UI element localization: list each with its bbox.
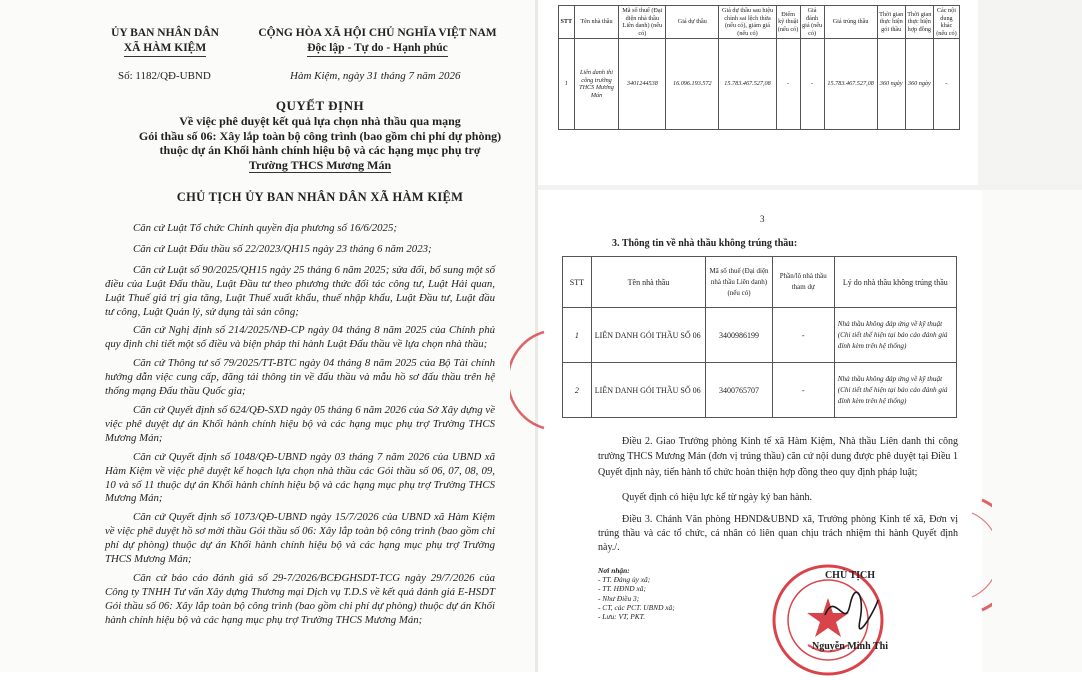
table-cell: LIÊN DANH GÓI THẦU SỐ 06 <box>591 363 706 418</box>
loser-table <box>562 256 957 418</box>
table-cell: - <box>800 39 824 130</box>
legal-basis: Căn cứ Luật Tổ chức Chính quyền địa phương số 16/6/2025; <box>133 222 397 234</box>
nation-motto: Độc lập - Tự do - Hạnh phúc <box>307 41 448 57</box>
table-cell: 1 <box>559 39 575 130</box>
background-fill <box>978 0 1082 185</box>
recipient-item: - TT. HĐND xã; <box>598 584 646 594</box>
table-header-cell: Tên nhà thầu <box>591 257 706 308</box>
recipient-item: - Như Điều 3; <box>598 593 640 603</box>
document-date: Hàm Kiệm, ngày 31 tháng 7 năm 2026 <box>290 70 461 82</box>
document-title: QUYẾT ĐỊNH <box>275 98 365 113</box>
article-2 <box>598 434 958 480</box>
table-header-cell: Lý do nhà thầu không trúng thầu <box>834 257 956 308</box>
article-3-text: Điều 3. Chánh Văn phòng HĐND&UBND xã, Trưởng phòng Kinh tế xã, Đơn vị trúng thầu và các tổ chức, cá nhân có liên quan chịu trách nhiệm thi hành Quyết định này./. <box>598 514 958 553</box>
legal-basis: Căn cứ Quyết định số 1048/QĐ-UBND ngày 03 tháng 7 năm 2026 của UBND xã Hàm Kiệm về việc phê duyệt kế hoạch lựa chọn nhà thầu các Gói thầu số 06, 07, 08, 09, 10 và số 11 thuộc dự án Khối hành chính hiệu bộ và các hạng mục phụ trợ Trường THCS Mương Mán; <box>105 450 495 505</box>
seal-edge-left <box>510 330 550 430</box>
winner-table <box>558 5 960 130</box>
table-cell: 3400986199 <box>706 308 772 363</box>
page-number: 3 <box>760 214 765 224</box>
table-row <box>563 363 957 418</box>
table-cell: 15.783.467.527,08 <box>824 39 877 130</box>
table-header-cell: Mã số thuế (Đại diện nhà thầu Liên danh) (nếu có) <box>619 6 666 39</box>
table-cell: Nhà thầu không đáp ứng về kỹ thuật (Chi tiết thể hiện tại báo cáo đánh giá đính kèm trên hệ thống) <box>834 308 956 363</box>
recipients-title: Nơi nhận: <box>598 566 630 575</box>
org-line-2: XÃ HÀM KIỆM <box>124 41 206 57</box>
signer-title: CHỦ TỊCH <box>824 570 876 581</box>
issuing-authority <box>95 26 235 57</box>
table-header-cell: Mã số thuế (Đại diện nhà thầu Liên danh) (nếu có) <box>706 257 772 308</box>
table-cell: 3401244538 <box>619 39 666 130</box>
legal-basis: Căn cứ Nghị định số 214/2025/NĐ-CP ngày 04 tháng 8 năm 2025 của Chính phủ quy định chi tiết một số điều và biện pháp thi hành Luật Đấu thầu về lựa chọn nhà thầu; <box>105 324 495 351</box>
legal-bases <box>105 222 495 633</box>
signer-name: Nguyễn Minh Thi <box>812 641 888 652</box>
recipient-item: - CT, các PCT. UBND xã; <box>598 602 675 612</box>
subject-line: Về việc phê duyệt kết quả lựa chọn nhà thầu qua mạng <box>179 114 461 128</box>
document-number: Số: 1182/QĐ-UBND <box>118 70 211 82</box>
legal-basis: Căn cứ Luật Đấu thầu số 22/2023/QH15 ngày 23 tháng 6 năm 2023; <box>133 242 432 255</box>
table-header-cell: STT <box>559 6 575 39</box>
table-cell: 3400765707 <box>706 363 772 418</box>
document-subject <box>110 114 530 173</box>
recipient-item: - TT. Đảng ủy xã; <box>598 575 651 585</box>
subject-line: thuộc dự án Khối hành chính hiệu bộ và các hạng mục phụ trợ <box>159 143 481 157</box>
table-header-row <box>559 6 960 39</box>
table-header-cell: Phần/lô nhà thầu tham dự <box>772 257 834 308</box>
legal-basis: Căn cứ Quyết định số 624/QĐ-SXD ngày 05 tháng 6 năm 2026 của Sở Xây dựng về việc phê duyệt dự án Khối hành chính hiệu bộ và các hạng mục phụ trợ Trường THCS Mương Mán; <box>105 403 495 444</box>
table-cell: - <box>772 308 834 363</box>
table-cell: Nhà thầu không đáp ứng về kỹ thuật (Chi tiết thể hiện tại báo cáo đánh giá đính kèm trên hệ thống) <box>834 363 956 418</box>
table-header-cell: Điểm kỹ thuật (nếu có) <box>776 6 800 39</box>
table-header-cell: Giá dự thầu <box>666 6 719 39</box>
effective-clause: Quyết định có hiệu lực kể từ ngày ký ban hành. <box>622 492 812 503</box>
table-cell: 360 ngày <box>877 39 905 130</box>
table-header-cell: Giá đánh giá (nếu có) <box>802 7 823 37</box>
legal-basis: Căn cứ Luật số 90/2025/QH15 ngày 25 tháng 6 năm 2025; sửa đổi, bổ sung một số điều của Luật Đấu thầu, Luật Đầu tư theo phương thức đối tác công tư, Luật Hải quan, Luật Thuế giá trị gia tăng, Luật Thuế xuất khẩu, thuế nhập khẩu, Luật Đầu tư, Luật đầu tư công, Luật Quản lý, sử dụng tài sản công; <box>105 263 495 318</box>
table-header-cell: Giá trúng thầu <box>824 6 877 39</box>
table-row <box>563 308 957 363</box>
subject-line: Gói thầu số 06: Xây lắp toàn bộ công trình (bao gồm chi phí dự phòng) <box>138 128 502 143</box>
table-header-cell: STT <box>563 257 592 308</box>
table-cell: LIÊN DANH GÓI THẦU SỐ 06 <box>591 308 706 363</box>
background-fill <box>982 190 1082 672</box>
legal-basis: Căn cứ Thông tư số 79/2025/TT-BTC ngày 04 tháng 8 năm 2025 của Bộ Tài chính hướng dẫn việc cung cấp, đăng tải thông tin về đấu thầu và mẫu hồ sơ đấu thầu trên hệ thống mạng Đấu thầu Quốc gia; <box>105 357 495 398</box>
article-2-text: Điều 2. Giao Trưởng phòng Kinh tế xã Hàm Kiệm, Nhà thầu Liên danh thi công trường THCS Mương Mán (đơn vị trúng thầu) căn cứ nội dung được phê duyệt tại Điều 1 Quyết định này, tiến hành tổ chức hoàn thiện hợp đồng theo quy định pháp luật; <box>598 436 958 478</box>
legal-basis: Căn cứ báo cáo đánh giá số 29-7/2026/BCĐGHSDT-TCG ngày 29/7/2026 của Công ty TNHH Tư vấn Xây dựng Thương mại Dịch vụ T.D.S về kết quả đánh giá E-HSDT Gói thầu số 06: Xây lắp toàn bộ công trình (bao gồm chi phí dự phòng) thuộc dự án Khối hành chính hiệu bộ và các hạng mục phụ trợ Trường THCS Mương Mán; <box>105 571 495 626</box>
table-cell: 360 ngày <box>905 39 933 130</box>
national-header <box>240 26 515 57</box>
table-header-cell: Các nội dung khác (nếu có) <box>933 6 959 39</box>
table-header-row <box>563 257 957 308</box>
seal-edge <box>912 495 992 615</box>
authority-heading: CHỦ TỊCH ỦY BAN NHÂN DÂN XÃ HÀM KIỆM <box>176 190 464 204</box>
recipient-item: - Lưu: VT, PKT. <box>598 612 646 622</box>
table-row <box>559 39 960 130</box>
table-cell: - <box>772 363 834 418</box>
table-cell: Liên danh thi công trường THCS Mương Mán <box>574 39 619 130</box>
org-line-1: ỦY BAN NHÂN DÂN <box>111 27 219 39</box>
recipients-block <box>598 566 758 621</box>
subject-line: Trường THCS Mương Mán <box>248 157 392 172</box>
table-header-cell: Giá dự thầu sau hiệu chỉnh sai lệch thừa (nếu có), giảm giá (nếu có) <box>719 6 776 39</box>
article-3 <box>598 513 958 554</box>
table-cell: - <box>933 39 959 130</box>
table-header-cell: Tên nhà thầu <box>574 6 619 39</box>
table-cell: 16.096.193.572 <box>666 39 719 130</box>
table-cell: 15.783.467.527,08 <box>719 39 776 130</box>
section-3-title: 3. Thông tin về nhà thầu không trúng thầu: <box>612 238 798 249</box>
table-header-cell: Thời gian thực hiện hợp đồng <box>905 6 933 39</box>
nation-line-1: CỘNG HÒA XÃ HỘI CHỦ NGHĨA VIỆT NAM <box>258 27 497 39</box>
signature <box>820 585 880 635</box>
table-cell: 2 <box>563 363 592 418</box>
table-cell: - <box>776 39 800 130</box>
table-header-cell: Thời gian thực hiện gói thầu <box>877 6 905 39</box>
table-cell: 1 <box>563 308 592 363</box>
legal-basis: Căn cứ Quyết định số 1073/QĐ-UBND ngày 15/7/2026 của UBND xã Hàm Kiệm về việc phê duyệt hồ sơ mời thầu Gói thầu số 06: Xây lắp toàn bộ công trình (bao gồm chi phí dự phòng) thuộc dự án Khối hành chính hiệu bộ và các hạng mục phụ trợ Trường THCS Mương Mán; <box>105 511 495 566</box>
